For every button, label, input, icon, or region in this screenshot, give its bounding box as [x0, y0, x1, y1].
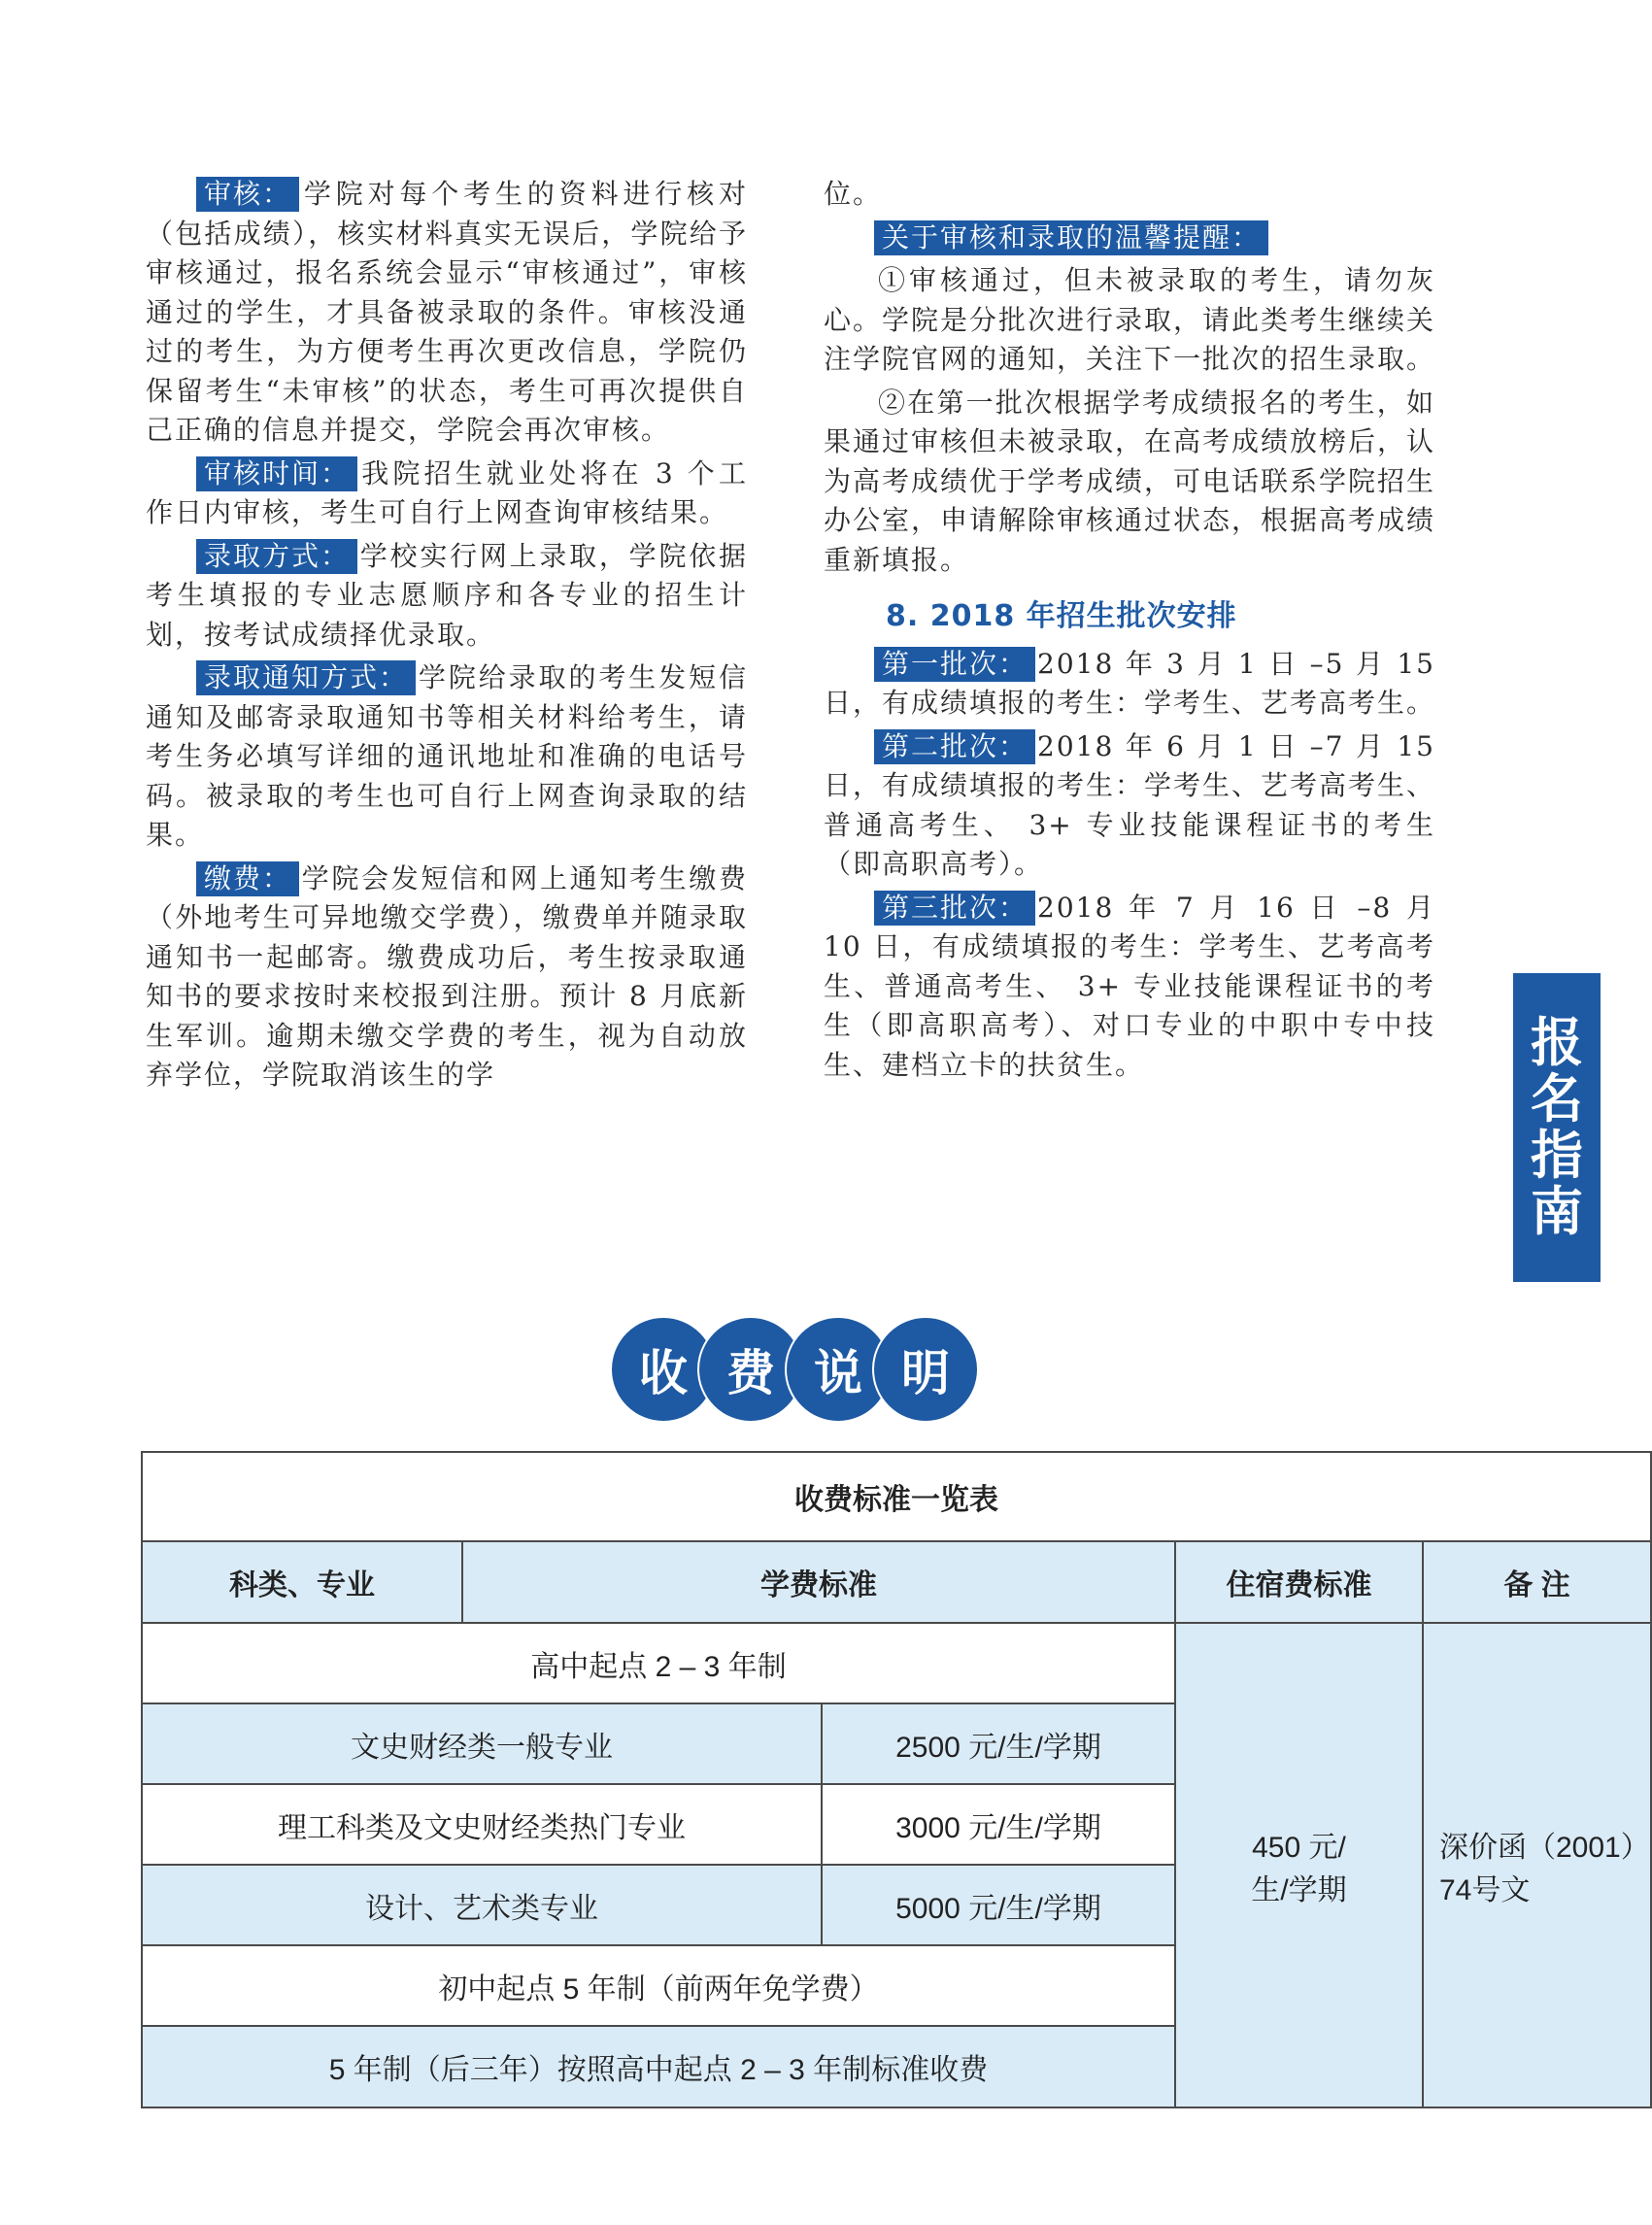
- section-title: 8. 2018 年招生批次安排: [886, 599, 1237, 633]
- batch-2-tag: 第二批次：: [874, 729, 1035, 764]
- fee-title-circle: 费: [697, 1316, 804, 1423]
- left-column: [146, 175, 748, 1099]
- table-header-row: [142, 1541, 1651, 1623]
- major-cell: 理工科类及文史财经类热门专业: [142, 1784, 822, 1865]
- batch-1-text: 2018 年 3 月 1 日 –5 月 15 日，有成绩填报的考生：学考生、艺考高考生。: [824, 647, 1436, 719]
- header-tuition: 学费标准: [462, 1541, 1175, 1623]
- review-time-text: 我院招生就业处将在 3 个工作日内审核，考生可自行上网查询审核结果。: [146, 456, 748, 528]
- group-high-school: 高中起点 2 – 3 年制: [142, 1623, 1175, 1703]
- fee-cell: 3000 元/生/学期: [822, 1784, 1175, 1865]
- admission-method-text: 学校实行网上录取，学院依据考生填报的专业志愿顺序和各专业的招生计划，按考试成绩择优录取。: [146, 539, 748, 651]
- batch-1-tag: 第一批次：: [874, 647, 1035, 682]
- reminder-2: ②在第一批次根据学考成绩报名的考生，如果通过审核但未被录取，在高考成绩放榜后，认为高考成绩优于学考成绩，可电话联系学院招生办公室，申请解除审核通过状态，根据高考成绩重新填报。: [824, 386, 1436, 576]
- fee-cell: 5000 元/生/学期: [822, 1865, 1175, 1945]
- side-tab-char: 名: [1531, 1068, 1583, 1129]
- payment-paragraph: [146, 860, 748, 1096]
- major-cell: 文史财经类一般专业: [142, 1703, 822, 1784]
- batch-3-text: 2018 年 7 月 16 日 –8 月 10 日，有成绩填报的考生：学考生、艺考高考生、普通高考生、 3+ 专业技能课程证书的考生（即高职高考）、对口专业的中职中专中技生、建档立卡的扶贫生。: [824, 891, 1435, 1081]
- fee-table: [141, 1451, 1652, 2108]
- batch-2-paragraph: [824, 727, 1435, 885]
- header-remarks: 备 注: [1423, 1541, 1651, 1623]
- review-time-paragraph: [146, 455, 748, 533]
- fee-section-title: [610, 1316, 960, 1425]
- remarks-cell: [1423, 1623, 1651, 2107]
- table-caption: 收费标准一览表: [142, 1452, 1651, 1541]
- remark-line-1: 深价函（2001）: [1439, 1831, 1650, 1864]
- notice-method-text: 学院给录取的考生发短信通知及邮寄录取通知书等相关材料给考生，请考生务必填写详细的通讯地址和准确的电话号码。被录取的考生也可自行上网查询录取的结果。: [146, 661, 748, 851]
- continuation-text: 位。: [824, 178, 883, 210]
- admission-method-tag: 录取方式：: [196, 539, 357, 574]
- accommodation-cell: [1175, 1623, 1423, 2107]
- payment-tag: 缴费：: [196, 861, 299, 896]
- payment-text: 学院会发短信和网上通知考生缴费（外地考生可异地缴交学费），缴费单并随录取通知书一起邮寄。缴费成功后，考生按录取通知书的要求按时来校报到注册。预计 8 月底新生军训。逾期未缴交学费的考生，视为自动放弃学位，学院取消该生的学: [146, 861, 748, 1091]
- review-tag: 审核：: [196, 177, 299, 212]
- notice-method-paragraph: [146, 658, 748, 856]
- table-caption-row: [142, 1452, 1651, 1541]
- header-accommodation: 住宿费标准: [1175, 1541, 1423, 1623]
- admission-method-paragraph: [146, 537, 748, 656]
- batch-1-paragraph: [824, 645, 1435, 724]
- side-tab-registration-guide: [1513, 973, 1601, 1282]
- reminder-heading: [824, 219, 1435, 258]
- group-junior-note: 5 年制（后三年）按照高中起点 2 – 3 年制标准收费: [142, 2026, 1175, 2107]
- fee-cell: 2500 元/生/学期: [822, 1703, 1175, 1784]
- notice-method-tag: 录取通知方式：: [196, 660, 416, 695]
- group-junior: 初中起点 5 年制（前两年免学费）: [142, 1945, 1175, 2026]
- batch-3-tag: 第三批次：: [874, 891, 1035, 926]
- table-row: [142, 1623, 1651, 1703]
- fee-title-circle: 明: [872, 1316, 979, 1423]
- accommodation-line-1: 450 元/: [1252, 1831, 1346, 1864]
- batch-2-text: 2018 年 6 月 1 日 –7 月 15 日，有成绩填报的考生：学考生、艺考高考生、普通高考生、 3+ 专业技能课程证书的考生（即高职高考）。: [824, 729, 1436, 880]
- reminder-tag: 关于审核和录取的温馨提醒：: [874, 220, 1268, 255]
- review-paragraph: [146, 175, 748, 451]
- major-cell: 设计、艺术类专业: [142, 1865, 822, 1945]
- accommodation-line-2: 生/学期: [1251, 1873, 1347, 1906]
- reminder-1: ①审核通过，但未被录取的考生，请勿灰心。学院是分批次进行录取，请此类考生继续关注学院官网的通知，关注下一批次的招生录取。: [824, 264, 1436, 375]
- batch-3-paragraph: [824, 889, 1435, 1086]
- remark-line-2: 74号文: [1439, 1873, 1531, 1906]
- review-text: 学院对每个考生的资料进行核对（包括成绩），核实材料真实无误后，学院给予审核通过，报名系统会显示“审核通过”，审核通过的学生，才具备被录取的条件。审核没通过的考生，为方便考生再次更改信息，学院仍保留考生“未审核”的状态，考生可再次提供自己正确的信息并提交，学院会再次审核。: [146, 178, 748, 446]
- side-tab-char: 指: [1531, 1125, 1583, 1186]
- fee-title-circle: 说: [785, 1316, 892, 1423]
- side-tab-char: 报: [1531, 1012, 1583, 1073]
- fee-title-circle: 收: [610, 1316, 717, 1423]
- side-tab-char: 南: [1531, 1181, 1583, 1242]
- review-time-tag: 审核时间：: [196, 456, 357, 491]
- header-category: 科类、专业: [142, 1541, 462, 1623]
- right-column: [824, 175, 1435, 1089]
